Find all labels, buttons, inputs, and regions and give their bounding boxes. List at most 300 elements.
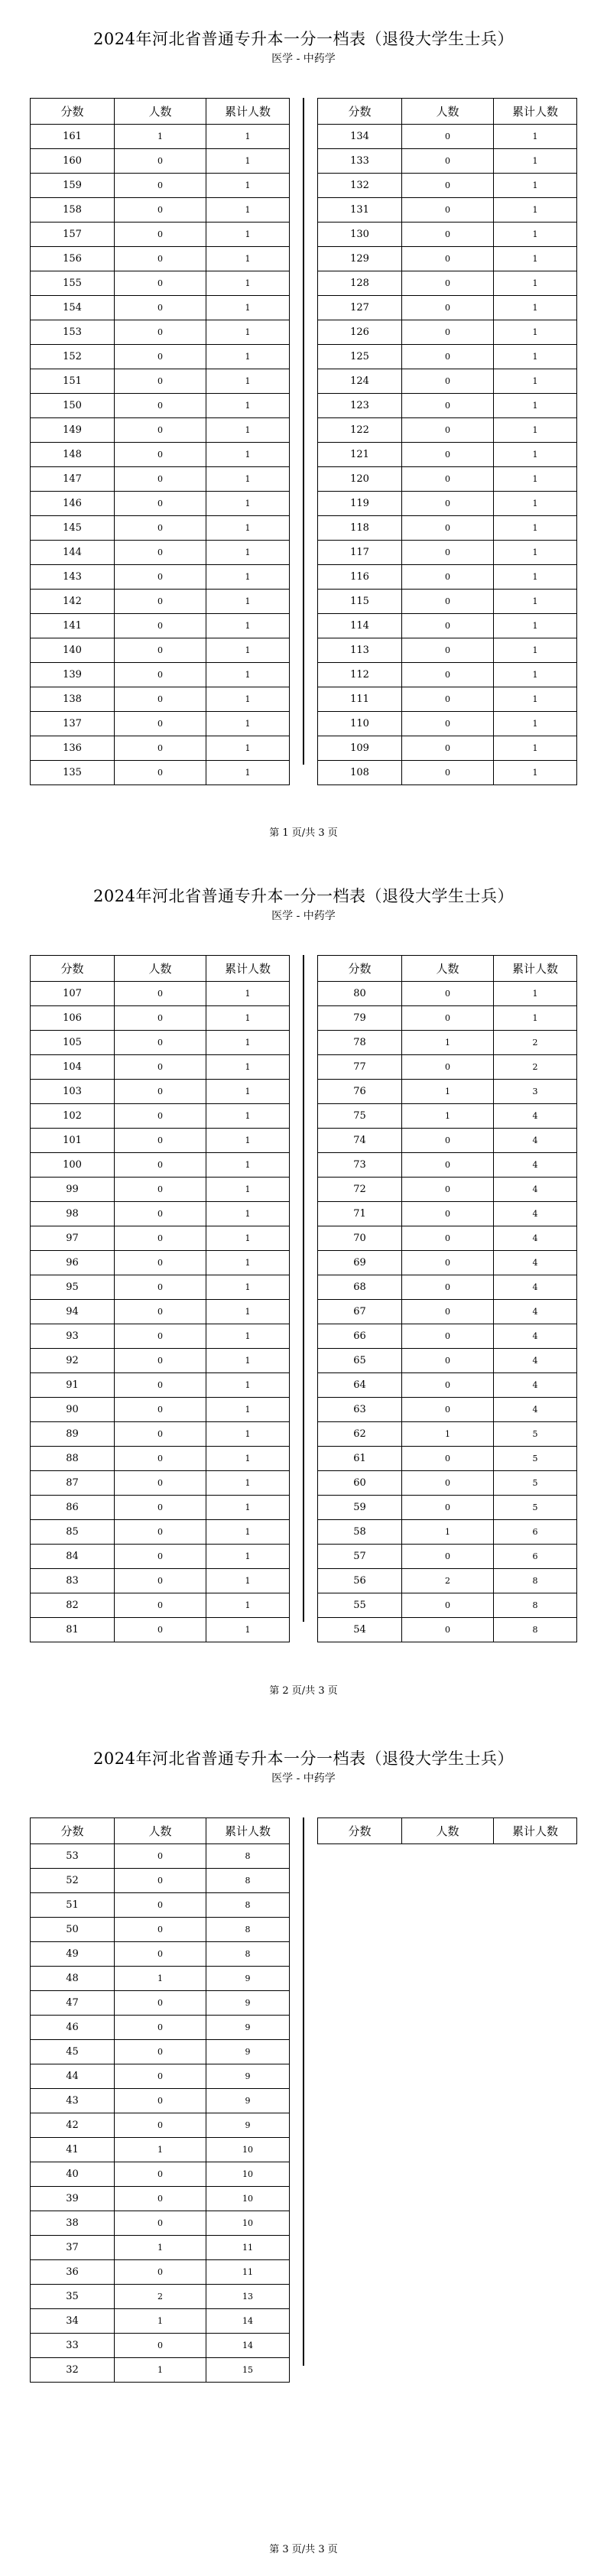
table-row (31, 1178, 290, 1202)
count-cell: 2 (115, 2285, 206, 2309)
table-row (31, 2113, 290, 2138)
cumulative-cell: 1 (206, 223, 290, 247)
count-cell: 0 (402, 565, 494, 590)
count-cell: 0 (402, 1618, 494, 1642)
count-cell: 0 (115, 1324, 206, 1349)
cumulative-cell: 9 (206, 2064, 290, 2089)
score-cell: 121 (318, 443, 402, 467)
score-cell: 119 (318, 492, 402, 516)
cumulative-cell: 1 (206, 687, 290, 712)
table-row (31, 2285, 290, 2309)
cumulative-cell: 1 (494, 149, 577, 174)
cumulative-cell: 1 (206, 1226, 290, 1251)
table-row (318, 1349, 577, 1373)
score-cell: 128 (318, 271, 402, 296)
cumulative-cell: 8 (494, 1593, 577, 1618)
cumulative-cell: 1 (206, 247, 290, 271)
score-cell: 106 (31, 1006, 115, 1031)
count-cell: 0 (115, 1942, 206, 1967)
count-cell: 1 (402, 1031, 494, 1055)
cumulative-cell: 1 (494, 223, 577, 247)
cumulative-cell: 1 (206, 271, 290, 296)
table-row (31, 2236, 290, 2260)
score-cell: 82 (31, 1593, 115, 1618)
header-score: 分数 (318, 1818, 402, 1844)
score-cell: 73 (318, 1153, 402, 1178)
cumulative-cell: 1 (494, 638, 577, 663)
cumulative-cell: 1 (206, 1104, 290, 1129)
header-cumulative: 累计人数 (494, 956, 577, 982)
header-score: 分数 (318, 99, 402, 125)
table-row (318, 1373, 577, 1398)
count-cell: 0 (115, 1251, 206, 1275)
cumulative-cell: 1 (494, 247, 577, 271)
cumulative-cell: 1 (206, 982, 290, 1006)
score-cell: 124 (318, 369, 402, 394)
count-cell: 0 (402, 271, 494, 296)
cumulative-cell: 1 (206, 565, 290, 590)
table-row (31, 1593, 290, 1618)
count-cell: 1 (402, 1080, 494, 1104)
score-cell: 149 (31, 418, 115, 443)
score-cell: 64 (318, 1373, 402, 1398)
count-cell: 0 (115, 1569, 206, 1593)
cumulative-cell: 1 (494, 761, 577, 785)
score-cell: 80 (318, 982, 402, 1006)
table-row (318, 736, 577, 761)
count-cell: 0 (115, 687, 206, 712)
cumulative-cell: 1 (206, 1153, 290, 1178)
cumulative-cell: 8 (494, 1569, 577, 1593)
cumulative-cell: 1 (206, 1569, 290, 1593)
score-cell: 62 (318, 1422, 402, 1447)
count-cell: 0 (115, 1496, 206, 1520)
cumulative-cell: 4 (494, 1178, 577, 1202)
cumulative-cell: 8 (206, 1918, 290, 1942)
score-cell: 85 (31, 1520, 115, 1545)
cumulative-cell: 15 (206, 2358, 290, 2383)
count-cell: 0 (115, 1031, 206, 1055)
table-row (31, 1844, 290, 1869)
score-cell: 120 (318, 467, 402, 492)
cumulative-cell: 8 (206, 1942, 290, 1967)
count-cell: 0 (115, 1471, 206, 1496)
cumulative-cell: 1 (494, 467, 577, 492)
score-cell: 98 (31, 1202, 115, 1226)
score-cell: 133 (318, 149, 402, 174)
header-cumulative: 累计人数 (206, 99, 290, 125)
count-cell: 0 (115, 198, 206, 223)
table-row (31, 2064, 290, 2089)
score-cell: 39 (31, 2187, 115, 2211)
count-cell: 0 (115, 1844, 206, 1869)
count-cell: 0 (115, 345, 206, 369)
count-cell: 0 (402, 541, 494, 565)
score-cell: 95 (31, 1275, 115, 1300)
cumulative-cell: 1 (494, 174, 577, 198)
score-cell: 108 (318, 761, 402, 785)
cumulative-cell: 1 (206, 1545, 290, 1569)
count-cell: 0 (402, 1129, 494, 1153)
count-cell: 0 (115, 418, 206, 443)
table-row (31, 663, 290, 687)
score-cell: 88 (31, 1447, 115, 1471)
score-cell: 154 (31, 296, 115, 320)
cumulative-cell: 8 (494, 1618, 577, 1642)
table-row (31, 1251, 290, 1275)
score-table-left (30, 955, 290, 1642)
count-cell: 0 (115, 320, 206, 345)
table-row (31, 982, 290, 1006)
cumulative-cell: 1 (494, 443, 577, 467)
count-cell: 0 (402, 1202, 494, 1226)
table-row (31, 1080, 290, 1104)
table-row (31, 1893, 290, 1918)
count-cell: 0 (402, 320, 494, 345)
count-cell: 0 (402, 1055, 494, 1080)
cumulative-cell: 14 (206, 2334, 290, 2358)
table-row (318, 1422, 577, 1447)
score-cell: 127 (318, 296, 402, 320)
count-cell: 0 (402, 1349, 494, 1373)
header-count: 人数 (402, 1818, 494, 1844)
score-cell: 59 (318, 1496, 402, 1520)
cumulative-cell: 3 (494, 1080, 577, 1104)
cumulative-cell: 9 (206, 2113, 290, 2138)
column-divider (303, 98, 304, 765)
score-cell: 77 (318, 1055, 402, 1080)
table-row (318, 1006, 577, 1031)
table-row (31, 1129, 290, 1153)
cumulative-cell: 4 (494, 1275, 577, 1300)
cumulative-cell: 1 (206, 1496, 290, 1520)
count-cell: 0 (402, 1153, 494, 1178)
cumulative-cell: 1 (206, 1006, 290, 1031)
header-cumulative: 累计人数 (206, 1818, 290, 1844)
count-cell: 0 (402, 590, 494, 614)
cumulative-cell: 2 (494, 1031, 577, 1055)
score-cell: 93 (31, 1324, 115, 1349)
table-row (31, 1202, 290, 1226)
page-3 (0, 1749, 607, 2556)
table-row (31, 1942, 290, 1967)
cumulative-cell: 6 (494, 1520, 577, 1545)
count-cell: 0 (402, 394, 494, 418)
score-cell: 101 (31, 1129, 115, 1153)
cumulative-cell: 1 (206, 492, 290, 516)
count-cell: 1 (115, 2236, 206, 2260)
score-cell: 117 (318, 541, 402, 565)
score-cell: 66 (318, 1324, 402, 1349)
count-cell: 0 (402, 1251, 494, 1275)
table-row (31, 247, 290, 271)
cumulative-cell: 10 (206, 2211, 290, 2236)
score-cell: 123 (318, 394, 402, 418)
cumulative-cell: 1 (206, 1398, 290, 1422)
table-row (318, 614, 577, 638)
table-row (318, 1080, 577, 1104)
table-row (318, 565, 577, 590)
cumulative-cell: 1 (494, 565, 577, 590)
table-row (31, 418, 290, 443)
score-cell: 134 (318, 125, 402, 149)
count-cell: 0 (115, 2334, 206, 2358)
table-row (31, 1991, 290, 2016)
score-cell: 33 (31, 2334, 115, 2358)
count-cell: 0 (115, 2113, 206, 2138)
count-cell: 0 (115, 1618, 206, 1642)
cumulative-cell: 5 (494, 1447, 577, 1471)
score-cell: 43 (31, 2089, 115, 2113)
count-cell: 0 (115, 1422, 206, 1447)
score-table-right (317, 1817, 577, 1844)
count-cell: 0 (115, 2040, 206, 2064)
count-cell: 0 (402, 982, 494, 1006)
score-cell: 32 (31, 2358, 115, 2383)
cumulative-cell: 9 (206, 2089, 290, 2113)
table-header-row (318, 1818, 577, 1844)
count-cell: 0 (115, 1006, 206, 1031)
count-cell: 0 (115, 369, 206, 394)
count-cell: 0 (115, 712, 206, 736)
page-subtitle: 医学 - 中药学 (271, 910, 336, 922)
score-cell: 45 (31, 2040, 115, 2064)
count-cell: 0 (115, 223, 206, 247)
count-cell: 0 (115, 638, 206, 663)
table-row (31, 2211, 290, 2236)
count-cell: 0 (115, 1300, 206, 1324)
table-row (318, 982, 577, 1006)
score-table-right (317, 955, 577, 1642)
header-score: 分数 (31, 1818, 115, 1844)
score-cell: 81 (31, 1618, 115, 1642)
score-cell: 158 (31, 198, 115, 223)
count-cell: 0 (402, 736, 494, 761)
table-row (31, 1471, 290, 1496)
table-row (318, 1275, 577, 1300)
count-cell: 0 (402, 149, 494, 174)
score-cell: 156 (31, 247, 115, 271)
table-row (318, 1618, 577, 1642)
score-cell: 49 (31, 1942, 115, 1967)
page-title: 2024年河北省普通专升本一分一档表（退役大学生士兵） (93, 1749, 514, 1768)
score-cell: 40 (31, 2162, 115, 2187)
count-cell: 0 (115, 516, 206, 541)
count-cell: 1 (402, 1520, 494, 1545)
count-cell: 0 (115, 761, 206, 785)
cumulative-cell: 1 (206, 467, 290, 492)
count-cell: 0 (402, 369, 494, 394)
cumulative-cell: 1 (206, 443, 290, 467)
cumulative-cell: 13 (206, 2285, 290, 2309)
count-cell: 0 (115, 982, 206, 1006)
score-cell: 152 (31, 345, 115, 369)
count-cell: 0 (115, 1545, 206, 1569)
table-row (31, 2358, 290, 2383)
count-cell: 0 (115, 443, 206, 467)
table-row (318, 149, 577, 174)
table-row (31, 492, 290, 516)
score-cell: 63 (318, 1398, 402, 1422)
cumulative-cell: 1 (494, 320, 577, 345)
table-row (31, 1569, 290, 1593)
table-row (31, 712, 290, 736)
cumulative-cell: 1 (206, 394, 290, 418)
cumulative-cell: 1 (206, 590, 290, 614)
cumulative-cell: 8 (206, 1844, 290, 1869)
count-cell: 0 (402, 1300, 494, 1324)
header-cumulative: 累计人数 (494, 1818, 577, 1844)
score-cell: 105 (31, 1031, 115, 1055)
count-cell: 0 (402, 296, 494, 320)
column-divider (303, 955, 304, 1622)
cumulative-cell: 4 (494, 1324, 577, 1349)
cumulative-cell: 1 (494, 712, 577, 736)
count-cell: 1 (115, 2309, 206, 2334)
cumulative-cell: 1 (494, 982, 577, 1006)
table-header-row (31, 956, 290, 982)
table-row (31, 1422, 290, 1447)
table-row (31, 1104, 290, 1129)
table-row (31, 1398, 290, 1422)
page-footer: 第 1 页/共 3 页 (269, 827, 338, 839)
cumulative-cell: 1 (206, 1202, 290, 1226)
count-cell: 0 (402, 1324, 494, 1349)
score-cell: 90 (31, 1398, 115, 1422)
table-row (318, 223, 577, 247)
count-cell: 1 (115, 2358, 206, 2383)
table-row (31, 736, 290, 761)
cumulative-cell: 4 (494, 1104, 577, 1129)
header-count: 人数 (115, 1818, 206, 1844)
header-cumulative: 累计人数 (206, 956, 290, 982)
score-table-left (30, 1817, 290, 2383)
count-cell: 1 (115, 2138, 206, 2162)
count-cell: 0 (115, 492, 206, 516)
cumulative-cell: 1 (206, 125, 290, 149)
table-row (318, 1324, 577, 1349)
count-cell: 0 (402, 1275, 494, 1300)
score-cell: 160 (31, 149, 115, 174)
count-cell: 0 (115, 394, 206, 418)
cumulative-cell: 1 (206, 736, 290, 761)
score-cell: 34 (31, 2309, 115, 2334)
score-cell: 115 (318, 590, 402, 614)
table-row (31, 1618, 290, 1642)
score-cell: 58 (318, 1520, 402, 1545)
count-cell: 0 (402, 198, 494, 223)
table-row (31, 2016, 290, 2040)
table-row (318, 125, 577, 149)
score-cell: 50 (31, 1918, 115, 1942)
table-row (31, 223, 290, 247)
cumulative-cell: 9 (206, 2040, 290, 2064)
count-cell: 0 (115, 174, 206, 198)
cumulative-cell: 1 (206, 369, 290, 394)
score-cell: 146 (31, 492, 115, 516)
count-cell: 0 (115, 2260, 206, 2285)
table-row (31, 198, 290, 223)
table-row (31, 296, 290, 320)
count-cell: 0 (115, 1275, 206, 1300)
table-row (318, 418, 577, 443)
table-row (318, 320, 577, 345)
count-cell: 0 (402, 663, 494, 687)
table-row (318, 1300, 577, 1324)
score-cell: 143 (31, 565, 115, 590)
page-title: 2024年河北省普通专升本一分一档表（退役大学生士兵） (93, 887, 514, 905)
table-row (31, 1496, 290, 1520)
cumulative-cell: 8 (206, 1869, 290, 1893)
score-cell: 155 (31, 271, 115, 296)
cumulative-cell: 1 (206, 198, 290, 223)
table-row (31, 1324, 290, 1349)
count-cell: 0 (115, 1178, 206, 1202)
count-cell: 0 (402, 247, 494, 271)
cumulative-cell: 8 (206, 1893, 290, 1918)
cumulative-cell: 1 (206, 1080, 290, 1104)
table-row (31, 2260, 290, 2285)
count-cell: 0 (115, 1129, 206, 1153)
header-score: 分数 (31, 956, 115, 982)
page-footer: 第 3 页/共 3 页 (269, 2544, 338, 2555)
cumulative-cell: 1 (206, 418, 290, 443)
header-score: 分数 (318, 956, 402, 982)
count-cell: 0 (402, 467, 494, 492)
score-cell: 87 (31, 1471, 115, 1496)
score-cell: 41 (31, 2138, 115, 2162)
count-cell: 0 (402, 687, 494, 712)
table-row (31, 1869, 290, 1893)
score-cell: 74 (318, 1129, 402, 1153)
score-table-left (30, 98, 290, 785)
count-cell: 0 (402, 1593, 494, 1618)
table-row (318, 1447, 577, 1471)
cumulative-cell: 1 (494, 1006, 577, 1031)
score-cell: 161 (31, 125, 115, 149)
cumulative-cell: 1 (206, 1300, 290, 1324)
score-cell: 131 (318, 198, 402, 223)
table-row (31, 1226, 290, 1251)
score-cell: 75 (318, 1104, 402, 1129)
score-cell: 36 (31, 2260, 115, 2285)
table-row (318, 1202, 577, 1226)
count-cell: 1 (115, 1967, 206, 1991)
count-cell: 0 (402, 125, 494, 149)
cumulative-cell: 1 (206, 1129, 290, 1153)
score-cell: 137 (31, 712, 115, 736)
table-row (31, 174, 290, 198)
score-cell: 92 (31, 1349, 115, 1373)
score-cell: 129 (318, 247, 402, 271)
count-cell: 0 (402, 1226, 494, 1251)
table-row (31, 590, 290, 614)
count-cell: 0 (115, 1349, 206, 1373)
cumulative-cell: 10 (206, 2138, 290, 2162)
score-cell: 67 (318, 1300, 402, 1324)
count-cell: 0 (115, 1080, 206, 1104)
cumulative-cell: 5 (494, 1496, 577, 1520)
score-cell: 126 (318, 320, 402, 345)
count-cell: 0 (402, 443, 494, 467)
count-cell: 0 (115, 149, 206, 174)
score-cell: 102 (31, 1104, 115, 1129)
table-row (318, 1545, 577, 1569)
cumulative-cell: 10 (206, 2162, 290, 2187)
cumulative-cell: 1 (206, 149, 290, 174)
score-cell: 104 (31, 1055, 115, 1080)
table-row (31, 1275, 290, 1300)
